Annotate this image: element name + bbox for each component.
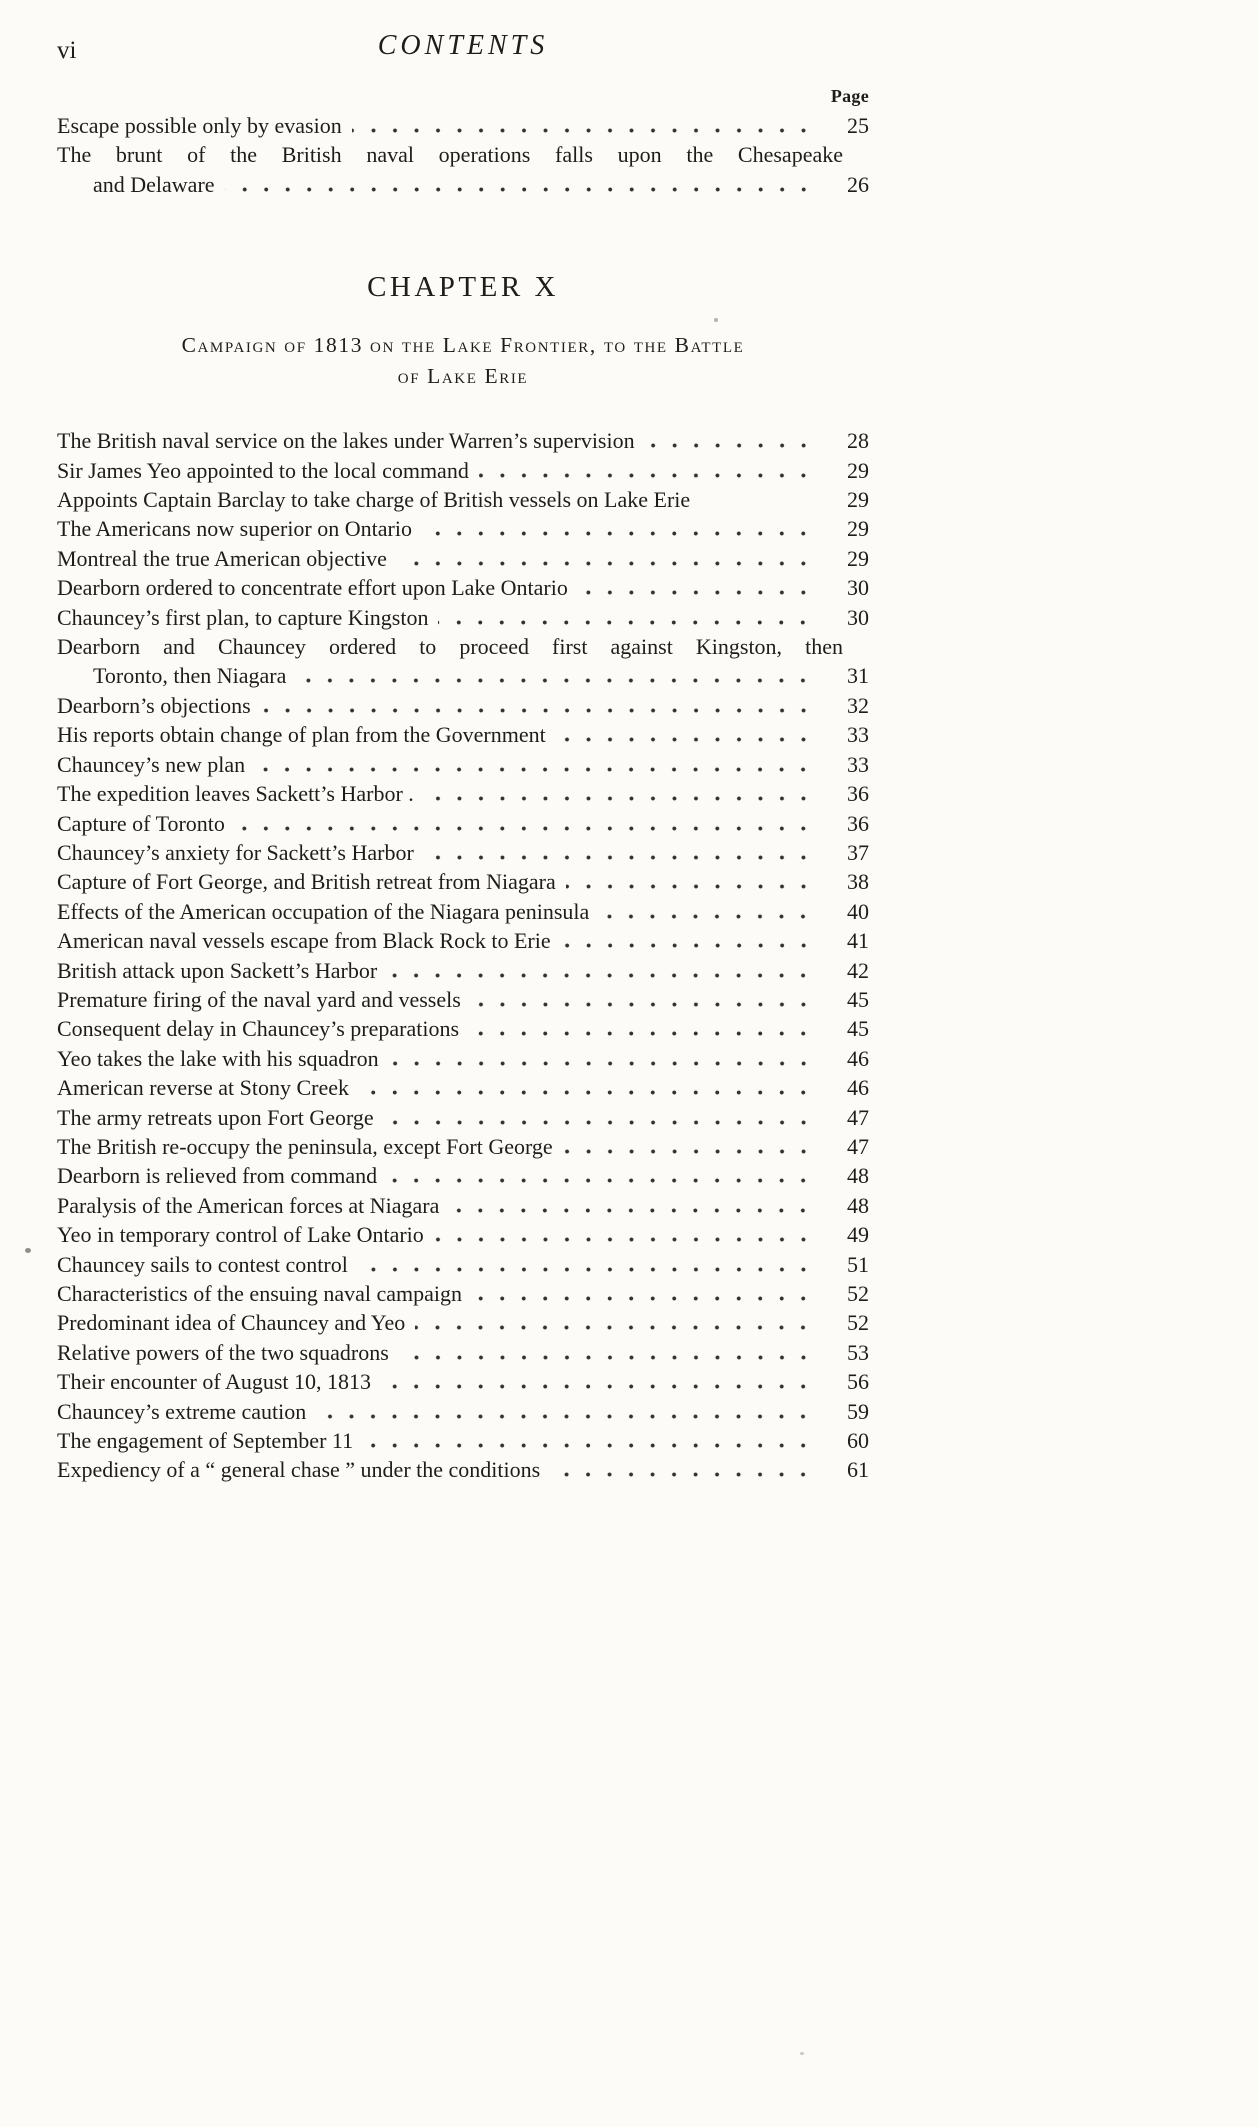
- dot-leader: [550, 1472, 817, 1477]
- entry-text: Paralysis of the American forces at Niagara: [57, 1192, 440, 1218]
- entry-page-number: 29: [847, 516, 869, 542]
- entry-line: [57, 838, 869, 867]
- entry-page-number: 33: [847, 751, 869, 777]
- toc-entry: [57, 1367, 869, 1396]
- entry-page-number: 46: [847, 1075, 869, 1101]
- dot-leader: [358, 1267, 817, 1272]
- entry-page-number: 32: [847, 692, 869, 718]
- entry-line: [57, 1014, 869, 1043]
- entry-page-number: 53: [847, 1339, 869, 1365]
- scan-speck: [25, 1248, 31, 1253]
- toc-entry: [57, 1397, 869, 1426]
- entry-page-number: 26: [847, 171, 869, 197]
- entry-line: [57, 1103, 869, 1132]
- toc-entry: [57, 1161, 869, 1190]
- toc-entry: [57, 632, 869, 691]
- entry-line: [57, 1191, 869, 1220]
- dot-leader: [316, 1414, 817, 1419]
- entry-text: Effects of the American occupation of the Niagara peninsula: [57, 898, 590, 924]
- entry-page-number: 46: [847, 1045, 869, 1071]
- running-title: CONTENTS: [377, 30, 549, 61]
- entry-text: Dearborn is relieved from command: [57, 1163, 378, 1189]
- entry-line: [57, 514, 869, 543]
- entry-page-number: 56: [847, 1369, 869, 1395]
- dot-leader: [359, 1090, 817, 1095]
- entry-page-number: 49: [847, 1222, 869, 1248]
- toc-entry: [57, 838, 869, 867]
- toc-entry: [57, 111, 869, 140]
- dot-leader: [384, 1120, 817, 1125]
- entry-page-number: 33: [847, 722, 869, 748]
- dot-leader: [566, 884, 817, 889]
- entry-line: [57, 1308, 869, 1337]
- toc-entry: [57, 1338, 869, 1367]
- toc-entry: [57, 720, 869, 749]
- dot-leader: [438, 620, 817, 625]
- entry-page-number: 30: [847, 604, 869, 630]
- toc-entry: [57, 750, 869, 779]
- entry-line: [57, 1426, 869, 1455]
- entry-line: [57, 956, 869, 985]
- entry-text: Toronto, then Niagara: [93, 663, 287, 689]
- page-content: [57, 30, 869, 1485]
- entry-page-number: 48: [847, 1192, 869, 1218]
- entry-text: Escape possible only by evasion: [57, 113, 342, 138]
- dot-leader: [561, 943, 817, 948]
- dot-leader: [255, 767, 817, 772]
- entry-text: and Delaware: [93, 171, 215, 197]
- toc-entry: [57, 1308, 869, 1337]
- chapter-heading: CHAPTER X: [367, 271, 559, 304]
- scan-speck: [800, 2052, 804, 2055]
- chapter-title-line: of Lake Erie: [397, 364, 529, 389]
- toc-entry: [57, 779, 869, 808]
- entry-page-number: 29: [847, 487, 869, 513]
- entry-text: American reverse at Stony Creek: [57, 1075, 349, 1101]
- entry-page-number: 60: [847, 1428, 869, 1454]
- dot-leader: [556, 737, 817, 742]
- entry-line: [57, 1073, 869, 1102]
- entry-text: Dearborn ordered to concentrate effort upon Lake Ontario: [57, 575, 568, 601]
- toc-entry: [57, 1044, 869, 1073]
- entry-page-number: 36: [847, 781, 869, 807]
- entry-text: Appoints Captain Barclay to take charge of British vessels on Lake Erie: [57, 487, 691, 513]
- dot-leader: [352, 128, 817, 133]
- entry-text: Sir James Yeo appointed to the local command: [57, 457, 469, 483]
- entry-page-number: 36: [847, 810, 869, 836]
- entry-line: [57, 456, 869, 485]
- entry-page-number: 41: [847, 928, 869, 954]
- entry-page-number: 45: [847, 986, 869, 1012]
- entry-text: Their encounter of August 10, 1813: [57, 1369, 372, 1395]
- entry-text: Consequent delay in Chauncey’s preparations: [57, 1016, 460, 1042]
- entry-text: Expediency of a “ general chase ” under the conditions: [57, 1457, 541, 1483]
- entry-line: [57, 1455, 869, 1484]
- entry-text: American naval vessels escape from Black Rock to Erie: [57, 928, 551, 954]
- entry-page-number: 47: [847, 1104, 869, 1130]
- dot-leader: [479, 473, 817, 478]
- entry-line: [57, 1397, 869, 1426]
- entry-text: Chauncey sails to contest control: [57, 1251, 348, 1277]
- entry-text: Chauncey’s new plan: [57, 751, 246, 777]
- entry-text: His reports obtain change of plan from the Government: [57, 722, 546, 748]
- folio-page-number: vi: [57, 37, 77, 64]
- entry-text: Capture of Fort George, and British retreat from Niagara: [57, 869, 556, 895]
- entry-line: [57, 779, 869, 808]
- dot-leader: [434, 1237, 817, 1242]
- entry-text: Chauncey’s extreme caution: [57, 1398, 307, 1424]
- toc-entry: [57, 985, 869, 1014]
- entry-line: [57, 544, 869, 573]
- entry-text: Chauncey’s anxiety for Sackett’s Harbor: [57, 839, 414, 865]
- entry-line: [57, 1338, 869, 1367]
- toc-entry: [57, 956, 869, 985]
- entry-text: Premature firing of the naval yard and vessels: [57, 986, 461, 1012]
- toc-entry: [57, 456, 869, 485]
- entry-page-number: 30: [847, 575, 869, 601]
- toc-entry: [57, 1132, 869, 1161]
- entry-line: [57, 661, 869, 690]
- entry-text: Dearborn’s objections: [57, 692, 251, 718]
- toc-entry: [57, 1103, 869, 1132]
- entry-page-number: 42: [847, 957, 869, 983]
- entry-page-number: 51: [847, 1251, 869, 1277]
- entry-text: The British naval service on the lakes under Warren’s supervision: [57, 428, 635, 454]
- entry-line: [57, 1161, 869, 1190]
- entry-text: Yeo takes the lake with his squadron: [57, 1045, 379, 1071]
- toc-entry: [57, 1014, 869, 1043]
- toc-entry: [57, 897, 869, 926]
- toc-entry: [57, 809, 869, 838]
- entry-line: [57, 170, 869, 199]
- entry-line: [57, 426, 869, 455]
- entry-page-number: 52: [847, 1310, 869, 1336]
- entry-line: [57, 750, 869, 779]
- entry-line: [57, 1132, 869, 1161]
- entry-page-number: 45: [847, 1016, 869, 1042]
- dot-leader: [578, 590, 817, 595]
- toc-continued-section: [57, 111, 869, 199]
- entry-line: [57, 573, 869, 602]
- entry-text: Characteristics of the ensuing naval campaign: [57, 1281, 463, 1306]
- entry-text: British attack upon Sackett’s Harbor: [57, 957, 378, 983]
- toc-entry: [57, 1220, 869, 1249]
- chapter-title: [57, 330, 869, 392]
- entry-line: [57, 985, 869, 1014]
- dot-leader: [235, 826, 817, 831]
- entry-text: Chauncey’s first plan, to capture Kingston: [57, 604, 429, 630]
- dot-leader: [469, 1031, 817, 1036]
- scan-speck: [714, 318, 718, 322]
- dot-leader: [424, 796, 817, 801]
- dot-leader: [381, 1384, 817, 1389]
- dot-leader: [225, 187, 817, 192]
- entry-line: [57, 867, 869, 896]
- entry-line: [57, 111, 869, 140]
- dot-leader: [449, 1208, 817, 1213]
- entry-page-number: 52: [847, 1281, 869, 1306]
- entry-line: [57, 1044, 869, 1073]
- toc-entry: [57, 426, 869, 455]
- entry-line: [57, 691, 869, 720]
- entry-line: [57, 1279, 869, 1308]
- entry-page-number: 40: [847, 898, 869, 924]
- entry-page-number: 38: [847, 869, 869, 895]
- entry-text: Predominant idea of Chauncey and Yeo: [57, 1310, 406, 1336]
- dot-leader: [261, 708, 817, 713]
- dot-leader: [387, 973, 817, 978]
- dot-leader: [700, 502, 817, 507]
- chapter-title-line: Campaign of 1813 on the Lake Frontier, to the Battle: [181, 333, 745, 358]
- entry-text: The British re-occupy the peninsula, except Fort George: [57, 1133, 553, 1159]
- entry-line: [57, 1220, 869, 1249]
- entry-line: [57, 926, 869, 955]
- entry-text-wrap: The brunt of the British naval operations falls upon the Chesapeake: [57, 142, 843, 168]
- dot-leader: [399, 1355, 817, 1360]
- entry-page-number: 29: [847, 545, 869, 571]
- entry-line: [57, 720, 869, 749]
- dot-leader: [424, 855, 817, 860]
- toc-entry: [57, 691, 869, 720]
- dot-leader: [472, 1296, 817, 1301]
- entry-line: [57, 1250, 869, 1279]
- dot-leader: [599, 914, 817, 919]
- entry-line: [57, 1367, 869, 1396]
- page-header: [57, 30, 869, 76]
- toc-entry: [57, 140, 869, 199]
- dot-leader: [415, 1325, 817, 1330]
- toc-entry: [57, 514, 869, 543]
- toc-entry: [57, 1426, 869, 1455]
- entry-text: The engagement of September 11: [57, 1428, 354, 1454]
- entry-text: The army retreats upon Fort George: [57, 1104, 374, 1130]
- entry-line: [57, 603, 869, 632]
- dot-leader: [645, 443, 817, 448]
- entry-page-number: 61: [847, 1457, 869, 1483]
- entry-page-number: 29: [847, 457, 869, 483]
- dot-leader: [296, 678, 817, 683]
- entry-page-number: 48: [847, 1163, 869, 1189]
- entry-text-wrap: Dearborn and Chauncey ordered to proceed first against Kingston, then: [57, 634, 843, 660]
- dot-leader: [422, 531, 817, 536]
- dot-leader: [387, 1178, 817, 1183]
- toc-entry: [57, 867, 869, 896]
- toc-entries-section: [57, 426, 869, 1485]
- toc-entry: [57, 603, 869, 632]
- entry-text: Montreal the true American objective: [57, 545, 387, 571]
- entry-page-number: 28: [847, 428, 869, 454]
- dot-leader: [363, 1443, 817, 1448]
- entry-line: [57, 897, 869, 926]
- dot-leader: [471, 1002, 817, 1007]
- entry-page-number: 37: [847, 839, 869, 865]
- toc-entry: [57, 1279, 869, 1308]
- dot-leader: [563, 1149, 817, 1154]
- page-column-label: Page: [830, 86, 869, 106]
- entry-text: Relative powers of the two squadrons: [57, 1339, 389, 1365]
- dot-leader: [397, 561, 817, 566]
- entry-text: Capture of Toronto: [57, 810, 225, 836]
- toc-entry: [57, 485, 869, 514]
- toc-entry: [57, 1250, 869, 1279]
- entry-page-number: 47: [847, 1133, 869, 1159]
- entry-page-number: 59: [847, 1398, 869, 1424]
- toc-entry: [57, 1191, 869, 1220]
- entry-line: [57, 485, 869, 514]
- entry-line: [57, 809, 869, 838]
- toc-entry: [57, 573, 869, 602]
- entry-page-number: 25: [847, 113, 869, 138]
- toc-entry: [57, 544, 869, 573]
- entry-text: The expedition leaves Sackett’s Harbor .: [57, 781, 414, 807]
- toc-entry: [57, 1073, 869, 1102]
- entry-text: The Americans now superior on Ontario: [57, 516, 412, 542]
- toc-entry: [57, 926, 869, 955]
- toc-entry: [57, 1455, 869, 1484]
- entry-text: Yeo in temporary control of Lake Ontario: [57, 1222, 424, 1248]
- entry-page-number: 31: [847, 663, 869, 689]
- dot-leader: [389, 1061, 817, 1066]
